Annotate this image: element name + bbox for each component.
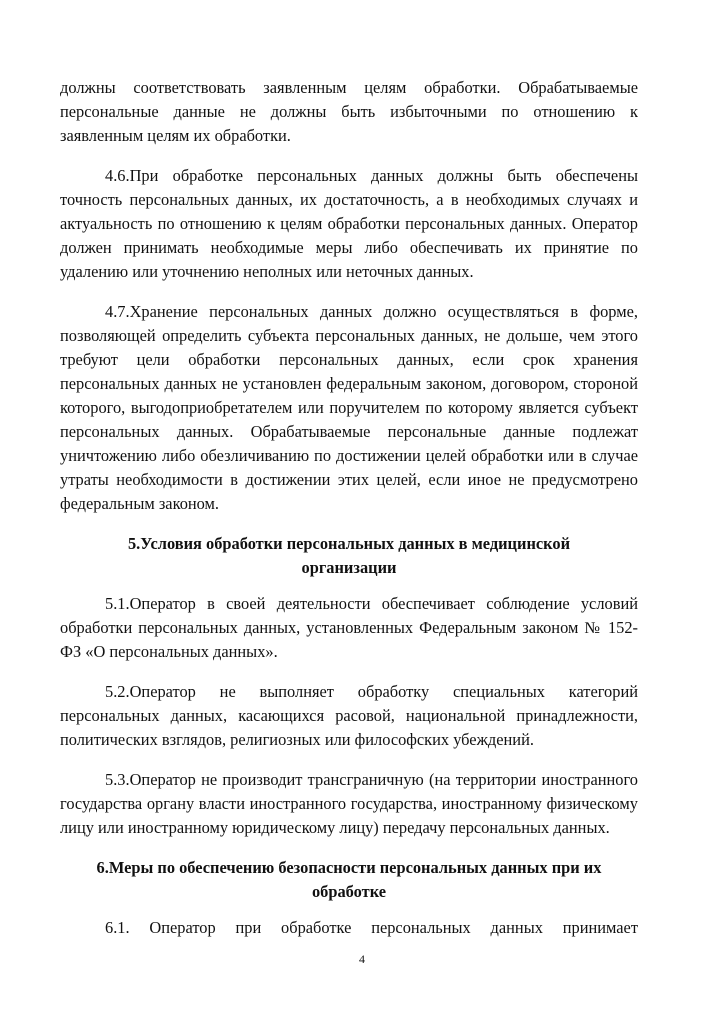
paragraph-6-1: 6.1. Оператор при обработке персональных данных принимает	[105, 918, 638, 937]
paragraph-5-3: 5.3.Оператор не производит трансграничную (на территории иностранного государства органу власти иностранного государства, иностранному физическому лицу или иностранному юридическому лицу) передачу персональных данных.	[60, 770, 638, 837]
document-page	[60, 76, 638, 940]
section-heading-5: 5.Условия обработки персональных данных в медицинской организации	[127, 534, 571, 577]
paragraph-4-7: 4.7.Хранение персональных данных должно осуществляться в форме, позволяющей определить субъекта персональных данных, не дольше, чем этого требуют цели обработки персональных данных, если срок хранения персональных данных не установлен федеральным законом, договором, стороной которого, выгодоприобретателем или поручителем по которому является субъект персональных данных. Обрабатываемые персональные данные подлежат уничтожению либо обезличиванию по достижении целей обработки или в случае утраты необходимости в достижении этих целей, если иное не предусмотрено федеральным законом.	[60, 302, 638, 513]
paragraph-5-1: 5.1.Оператор в своей деятельности обеспечивает соблюдение условий обработки персональных данных, установленных Федеральным законом № 152-ФЗ «О персональных данных».	[60, 594, 638, 661]
section-heading-6: 6.Меры по обеспечению безопасности персональных данных при их обработке	[96, 858, 602, 901]
paragraph-4-6: 4.6.При обработке персональных данных должны быть обеспечены точность персональных данных, их достаточность, а в необходимых случаях и актуальность по отношению к целям обработки персональных данных. Оператор должен принимать необходимые меры либо обеспечивать их принятие по удалению или уточнению неполных или неточных данных.	[60, 166, 638, 281]
page-number: 4	[359, 952, 365, 966]
paragraph-5-2: 5.2.Оператор не выполняет обработку специальных категорий персональных данных, касающихся расовой, национальной принадлежности, политических взглядов, религиозных или философских убеждений.	[60, 682, 638, 749]
paragraph-continuation: должны соответствовать заявленным целям обработки. Обрабатываемые персональные данные не должны быть избыточными по отношению к заявленным целям их обработки.	[60, 78, 638, 145]
